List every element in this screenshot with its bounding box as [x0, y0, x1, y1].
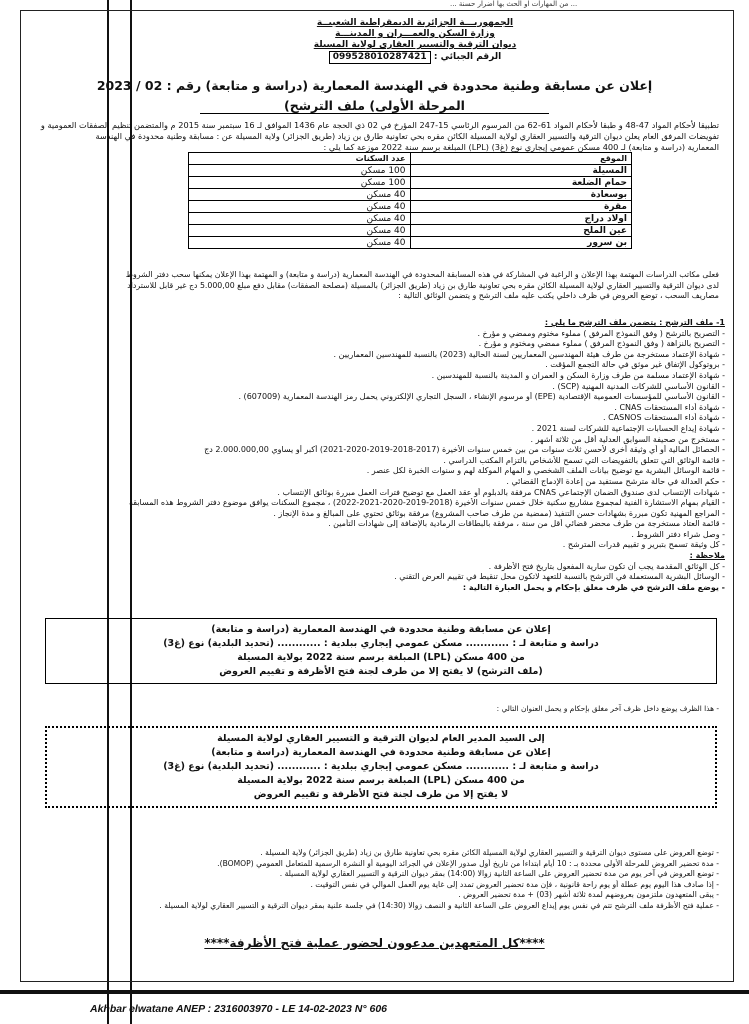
list-item: - شهادة أداء المستحقات CNAS . — [614, 402, 725, 412]
list-item: - التصريح بالنزاهة ( وفق النموذج المرفق ) مملوء ممضي ومختوم و مؤرخ . — [478, 339, 725, 349]
list-item: - بروتوكول الإتفاق غير موثق في حالة التجمع المؤقت . — [545, 360, 725, 370]
list-section-heading: 1- ملف الترشح : يتضمن ملف الترشح ما يلي : — [544, 318, 725, 327]
list-item: - كل الوثائق المقدمة يجب أن تكون سارية المفعول بتاريخ فتح الأظرفة . — [488, 561, 725, 571]
table-row — [189, 201, 632, 213]
units-cell: 40 مسكن — [189, 189, 411, 201]
note-line: - توضع العروض على مستوى ديوان الترقية و التسيير العقاري لولاية المسيلة الكائن مقره بحي تعاونية طارق بن زياد (طريق الجزائر) ولاية المسيلة . — [260, 848, 719, 857]
list-item: - قائمة الوسائل البشرية مع توضيح بيانات الملف الشخصي و المهام الموكلة لهم و سنوات الخبرة لكل عنصر . — [366, 466, 725, 476]
location-cell: حمام الضلعة — [410, 177, 632, 189]
box-line: من 400 مسكن (LPL) المبلغة برسم سنة 2022 بولاية المسيلة — [237, 652, 525, 663]
conditions-line: لدى ديوان الترقية والتسيير العقاري لولاية المسيلة الكائن مقره بحي تعاونية طارق بن زياد (طريق الجزائر) بالمسيلة (مصلحة الصفقات) مقابل دفع مبلغ 5.000,00 دج غير قابل للاسترداد — [127, 280, 719, 290]
envelope-instruction: - هذا الظرف يوضع داخل ظرف آخر مغلق بإحكام و يحمل العنوان التالي : — [496, 704, 719, 713]
location-cell: مقرة — [410, 201, 632, 213]
location-cell: عين الملح — [410, 225, 632, 237]
list-item: - الحصائل المالية أو أي وثيقة أخرى لأحسن ثلاث سنوات من بين خمس سنوات الأخيرة (2017-2018-2019-2020-2021) أكبر أو يساوي 2.000.000,00 دج — [204, 445, 725, 455]
box-line: دراسة و متابعة لـ : ............ مسكن عمومي إيجاري ببلدية : ............ (تحديد البلدية) نوع (غ3) — [163, 761, 599, 772]
closing-invitation: ****كل المتعهدين مدعوون لحضور عملية فتح الأظرفة**** — [204, 936, 545, 950]
list-item: - شهادة الإعتماد مسلمة من طرف وزارة السكن و العمران و المدينة بالنسبة للمهندسين . — [431, 370, 725, 380]
table-row — [189, 165, 632, 177]
list-item: - حكم العدالة في حالة مترشح مستفيد من إعادة الإدماج القضائي . — [506, 476, 725, 486]
publication-footer: Akhbar elwatane ANEP : 2316003970 - LE 14-02-2023 N° 606 — [90, 1003, 387, 1015]
note-line: - مدة تحضير العروض للمرحلة الأولى محددة بـ : 10 أيام ابتداءا من تاريخ أول صدور الإعلان في الجرائد اليومية أو النشرة الرسمية للمتعامل العمومي (BOMOP). — [217, 858, 719, 868]
intro-paragraph — [32, 120, 719, 153]
list-item: - المراجع المهنية تكون مبررة بشهادات حسن التنفيذ (ممضية من طرف صاحب المشروع) مرفقة بوثائق تحتوي على المبالغ و مدة الإنجاز . — [273, 508, 725, 518]
intro-line: المعمارية (دراسة و متابعة) لـ 400 مسكن عمومي إيجاري نوع (غ3) (LPL) المبلغة برسم سنة 2022 موزعة كما يلي : — [323, 142, 719, 152]
letterhead — [290, 18, 540, 64]
table-row — [189, 189, 632, 201]
note-line: - عملية فتح الأظرفة ملف الترشح تتم في نفس يوم إيداع العروض على الساعة الثانية و النصف زوالا (14:30) في جلسة علنية بمقر ديوان الترقية و التسيير العقاري لولاية المسيلة . — [159, 900, 719, 910]
list-item: - قائمة الوثائق التي تتعلق بالتفويضات التي تسمح للأشخاص بالتزام المكتب الدراسي . — [443, 455, 725, 465]
box-line: لا يفتح إلا من طرف لجنة فتح الأظرفة و تقييم العروض — [253, 789, 509, 800]
list-item: - مستخرج من صحيفة السوابق العدلية أقل من ثلاثة أشهر . — [530, 434, 725, 444]
list-item: - التصريح بالترشح ( وفق النموذج المرفق ) مملوء مختوم وممضي و مؤرخ . — [477, 328, 725, 338]
location-cell: اولاد دراج — [410, 213, 632, 225]
note-line: - توضع العروض في آخر يوم من مدة تحضير العروض على الساعة الثانية زوالا (14:00) بمقر ديوان الترقية و التسيير العقاري لولاية المسيلة . — [279, 869, 719, 878]
units-cell: 100 مسكن — [189, 165, 411, 177]
list-item: - شهادة الإعتماد مستخرجة من طرف هيئة المهندسين المعماريين لسنة الحالية (2023) بالنسبة للمهندسين المعماريين . — [333, 349, 725, 359]
announcement-title: إعلان عن مسابقة وطنية محدودة في الهندسة المعمارية (دراسة و متابعة) رقم : 02 / 2023 — [96, 78, 653, 93]
required-documents-list — [34, 318, 725, 593]
table-row — [189, 213, 632, 225]
table-row — [189, 225, 632, 237]
submission-notes — [32, 848, 719, 911]
footer-rule — [0, 990, 749, 994]
inner-envelope-label-box — [45, 618, 717, 684]
note-line: - إذا صادف هذا اليوم يوم عطلة أو يوم راحة قانونية ، فإن مدة تحضير العروض تمدد إلى غاية يوم العمل الموالي في نفس التوقيت . — [310, 879, 719, 889]
top-cropped-text: ... من المهارات او الحث بها اضرار حسنة ... — [450, 0, 578, 8]
conditions-line: فعلى مكاتب الدراسات المهتمة بهذا الإعلان و الراغبة في المشاركة في هذه المسابقة المحدودة في الهندسة المعمارية (دراسة و متابعة) و المهتمة بهذا الإعلان يمكنها سحب دفتر الشروط — [125, 270, 719, 279]
tax-id-value: 099528010287421 — [329, 51, 431, 64]
units-cell: 40 مسكن — [189, 213, 411, 225]
intro-line: تفويضات المرفق العام يعلن ديوان الترقية والتسيير العقاري لولاية المسيلة الكائن مقره بحي تعاونية طارق بن زياد (طريق الجزائر) ولاية المسيلة عن : مسابقة وطنية محدودة في الهندسة — [95, 131, 719, 141]
office-name: ديوان الترقية والتسيير العقاري لولاية المسيلة — [313, 40, 517, 50]
location-cell: بن سرور — [410, 237, 632, 249]
tax-id-row — [290, 51, 540, 64]
list-item: - كل وثيقة تسمح بتبرير و تقييم قدرات المترشح . — [562, 540, 725, 550]
box-line: إعلان عن مسابقة وطنية محدودة في الهندسة المعمارية (دراسة و متابعة) — [211, 624, 551, 635]
republic-name: الجمهوريـــة الجزائرية الديمقراطية الشعبيــة — [316, 18, 514, 28]
conditions-line: مصاريف السحب ، توضع العروض في ظرف داخلي يكتب عليه ملف الترشح و يتضمن الوثائق التالية : — [398, 291, 719, 300]
ministry-name: وزارة السكن والعمـــران و المدينـــة — [335, 29, 495, 39]
housing-distribution-table — [188, 152, 632, 249]
box-line: إلى السيد المدير العام لديوان الترقية و التسيير العقاري لولاية المسيلة — [217, 733, 545, 744]
units-cell: 40 مسكن — [189, 237, 411, 249]
location-cell: بوسعادة — [410, 189, 632, 201]
conditions-paragraph — [32, 270, 719, 302]
intro-line: تطبيقا لأحكام المواد 47-48 و طبقا لأحكام المواد 61-62 من المرسوم الرئاسي 15-247 المؤرخ في 02 ذي الحجة عام 1436 الموافق لـ 16 سبتمبر سنة 2015 م والمتضمن تنظيم الصفقات العمومية و — [40, 120, 719, 130]
location-cell: المسيلة — [410, 165, 632, 177]
box-line: من 400 مسكن (LPL) المبلغة برسم سنة 2022 بولاية المسيلة — [237, 775, 525, 786]
note-heading: ملاحظة : — [689, 551, 725, 561]
outer-envelope-address-box — [45, 726, 717, 808]
column-header-units: عدد السكنات — [189, 153, 411, 165]
box-line: دراسة و متابعة لـ : ............ مسكن عمومي إيجاري ببلدية : ............ (تحديد البلدية) نوع (غ3) — [163, 638, 599, 649]
list-item: - شهادة أداء المستحقات CASNOS . — [602, 413, 725, 423]
box-line: إعلان عن مسابقة وطنية محدودة في الهندسة المعمارية (دراسة و متابعة) — [211, 747, 551, 758]
list-item: - وصل شراء دفتر الشروط . — [631, 529, 725, 539]
units-cell: 40 مسكن — [189, 201, 411, 213]
list-item: - شهادات الإنتساب لدى صندوق الضمان الإجتماعي CNAS مرفقة بالدبلوم أو عقد العمل مع توضيح فترات العمل مبررة بوثائق الإنتساب . — [277, 487, 725, 497]
table-header-row — [189, 153, 632, 165]
tax-id-label: الرقم الجبائي : — [433, 52, 502, 62]
list-item: - الوسائل البشرية المستعملة في الترشح بالنسبة للتعهد لاتكون محل تنقيط في تقييم العرض التقني . — [394, 572, 725, 582]
table-row — [189, 177, 632, 189]
announcement-subtitle: المرحلة الأولى) ملف الترشح) — [200, 98, 549, 114]
column-header-location: الموقع — [410, 153, 632, 165]
list-item: - شهادة إيداع الحسابات الإجتماعية للشركات لسنة 2021 . — [531, 423, 725, 433]
list-item: - القانون الأساسي للمؤسسات العمومية الإقتصادية (EPE) أو مرسوم الإنشاء ، السجل التجاري الإلكتروني يحمل رمز الهندسة المعمارية (607009) . — [238, 392, 725, 402]
list-item: - قائمة العتاد مستخرجة من طرف محضر قضائي أقل من سنة ، مرفقة بالبطاقات الرمادية بالإضافة إلى شهادات التأمين . — [328, 519, 725, 529]
units-cell: 100 مسكن — [189, 177, 411, 189]
list-item: - القانون الأساسي للشركات المدنية المهنية (SCP) . — [552, 381, 725, 391]
note-line: - يبقى المتعهدون ملتزمون بعروضهم لمدة ثلاثة أشهر (03) + مدة تحضير العروض . — [458, 890, 719, 899]
list-item: - القيام بمهام الاستشارة الفنية لمجموع مشاريع سكنية خلال خمس سنوات الأخيرة (2018-2019-2020-2021-2022) ، مجموع السكنات يوافق موضوع دفتر الشروط هذه المسابقة — [128, 498, 725, 508]
list-item: - يوضع ملف الترشح في ظرف مغلق بإحكام و يحمل العبارة التالية : — [462, 582, 725, 592]
units-cell: 40 مسكن — [189, 225, 411, 237]
box-line: (ملف الترشح) لا يفتح إلا من طرف لجنة فتح الأظرفة و تقييم العروض — [219, 666, 543, 677]
table-row — [189, 237, 632, 249]
